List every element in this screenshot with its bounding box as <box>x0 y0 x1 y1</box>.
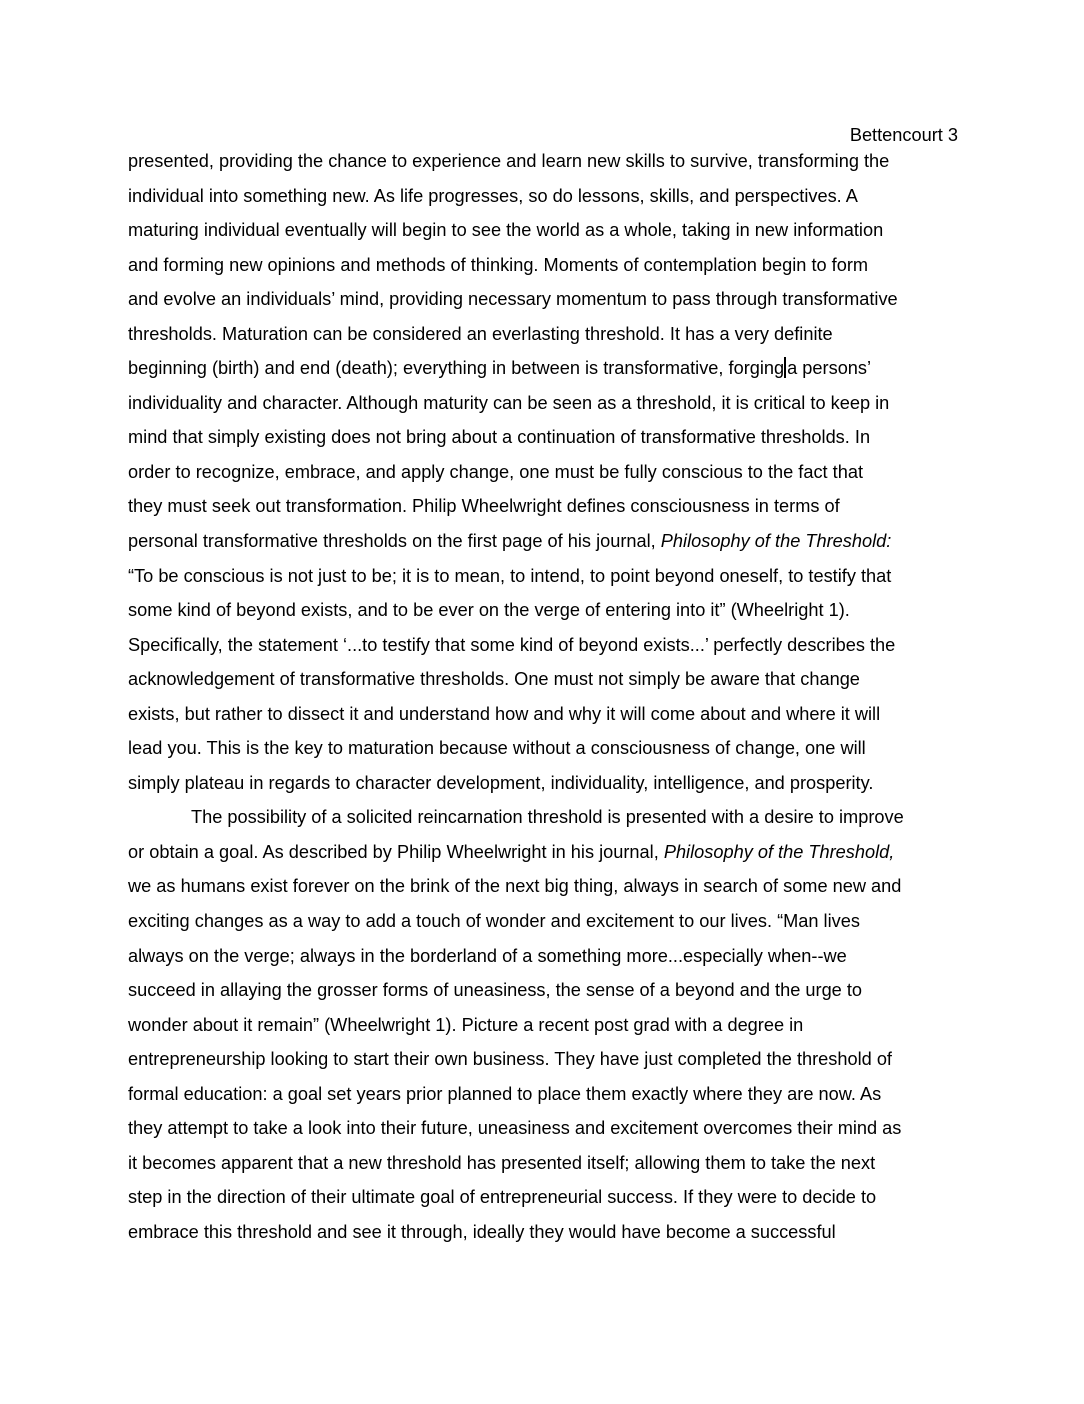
text-line: simply plateau in regards to character development, individuality, intelligence, and prosperity. <box>128 772 874 793</box>
text-after-cursor: a persons’ <box>787 358 872 379</box>
text-line: some kind of beyond exists, and to be ever on the verge of entering into it” (Wheelright 1). <box>128 600 850 621</box>
text-cursor <box>784 357 786 378</box>
text-line: entrepreneurship looking to start their own business. They have just completed the threshold of <box>128 1049 892 1070</box>
text-line-with-title <box>128 840 968 875</box>
text-line: and evolve an individuals’ mind, providing necessary momentum to pass through transformative <box>128 289 898 310</box>
line-text: personal transformative thresholds on the first page of his journal, <box>128 531 661 552</box>
text-line: succeed in allaying the grosser forms of uneasiness, the sense of a beyond and the urge to <box>128 980 863 1001</box>
running-header: Bettencourt 3 <box>849 125 958 145</box>
text-line: wonder about it remain” (Wheelwright 1). Picture a recent post grad with a degree in <box>128 1014 804 1035</box>
text-before-cursor: beginning (birth) and end (death); everything in between is transformative, forging <box>128 358 785 379</box>
text-line: formal education: a goal set years prior planned to place them exactly where they are now. As <box>128 1083 882 1104</box>
text-line: we as humans exist forever on the brink of the next big thing, always in search of some new and <box>128 876 902 897</box>
text-line: embrace this threshold and see it through, ideally they would have become a successful <box>128 1221 836 1242</box>
text-line: exciting changes as a way to add a touch of wonder and excitement to our lives. “Man lives <box>128 911 860 932</box>
journal-title: Philosophy of the Threshold: <box>660 531 892 552</box>
text-line-with-cursor <box>128 356 968 391</box>
text-line: they must seek out transformation. Philip Wheelwright defines consciousness in terms of <box>128 496 840 517</box>
text-line: they attempt to take a look into their future, uneasiness and excitement overcomes their mind as <box>128 1118 902 1139</box>
text-line: acknowledgement of transformative thresholds. One must not simply be aware that change <box>128 669 860 690</box>
text-line-with-title <box>128 529 968 564</box>
text-line: order to recognize, embrace, and apply change, one must be fully conscious to the fact that <box>128 461 864 482</box>
text-line: individuality and character. Although maturity can be seen as a threshold, it is critical to keep in <box>128 392 890 413</box>
text-line: exists, but rather to dissect it and understand how and why it will come about and where it will <box>128 703 881 724</box>
body-text[interactable] <box>128 149 968 1255</box>
paragraph-first-line: The possibility of a solicited reincarnation threshold is presented with a desire to improve <box>191 807 904 828</box>
text-line: maturing individual eventually will begin to see the world as a whole, taking in new information <box>128 220 884 241</box>
text-line: and forming new opinions and methods of thinking. Moments of contemplation begin to form <box>128 254 869 275</box>
text-line: “To be conscious is not just to be; it is to mean, to intend, to point beyond oneself, to testify that <box>128 565 892 586</box>
text-line: step in the direction of their ultimate goal of entrepreneurial success. If they were to decide to <box>128 1187 877 1208</box>
text-line: individual into something new. As life progresses, so do lessons, skills, and perspectives. A <box>128 185 858 206</box>
text-line: always on the verge; always in the borderland of a something more...especially when--we <box>128 945 847 966</box>
text-line: lead you. This is the key to maturation because without a consciousness of change, one will <box>128 738 866 759</box>
text-line: Specifically, the statement ‘...to testify that some kind of beyond exists...’ perfectly describes the <box>128 634 896 655</box>
line-text: or obtain a goal. As described by Philip Wheelwright in his journal, <box>128 841 664 862</box>
journal-title: Philosophy of the Threshold, <box>663 841 895 862</box>
text-line: thresholds. Maturation can be considered an everlasting threshold. It has a very definite <box>128 323 833 344</box>
text-line: presented, providing the chance to experience and learn new skills to survive, transforming the <box>128 151 890 171</box>
text-line: mind that simply existing does not bring about a continuation of transformative thresholds. In <box>128 427 871 448</box>
text-line: it becomes apparent that a new threshold has presented itself; allowing them to take the next <box>128 1152 876 1173</box>
